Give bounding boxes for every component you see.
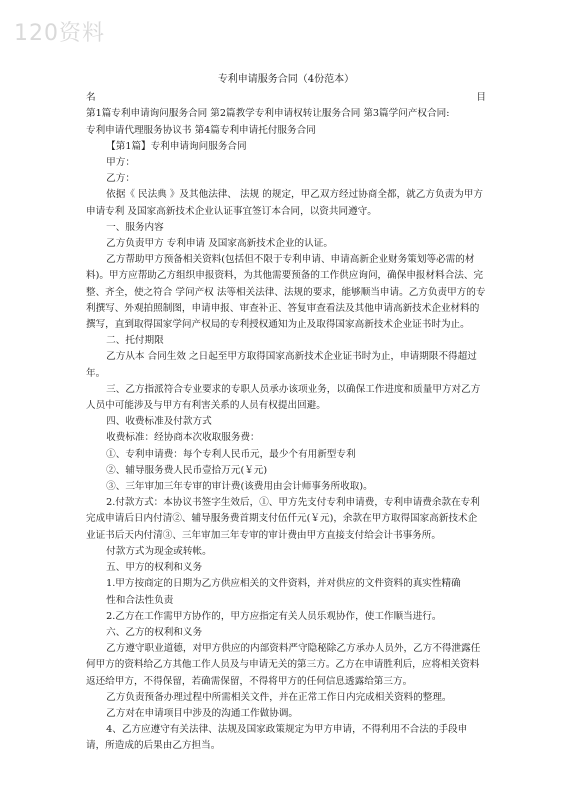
paragraph: 2.乙方在工作需甲方协作的，甲方应指定有关人员乐观协作，使工作顺当进行。 <box>106 610 442 622</box>
toc-left: 名 <box>86 92 96 104</box>
paragraph: ②、辅导服务费人民币壹拾万元(￥元) <box>106 464 268 476</box>
paragraph: 乙方帮助甲方预备相关资料(包括但不限于专利申请、申请高新企业财务策划等必需的材料)。甲方应帮助乙方组织申报资料，为其他需要预备的工作供应询问，确保申报材料合法、完整、齐全，使之符合 学问产权 法等相关法律、法规的要求，能够顺当申请。乙方负责甲方的专利撰写、外观拍照制图，申请申报、审查补正、答复审查看法及其他申请高新技术企业材料的撰写，直到取得国家学问产权局的专利授权通知为止及取得国家高新技术企业证书时为止。 <box>86 254 486 331</box>
paragraph: ③、三年审加三年专审的审计费(该费用由会计师事务所收取)。 <box>106 481 373 493</box>
paragraph: 乙方： <box>106 173 135 185</box>
paragraph: 乙方负责预备办理过程中所需相关文件，并在正常工作日内完成相关资料的整理。 <box>106 691 452 703</box>
paragraph: 2.付款方式：本协议书签字生效后，①、甲方先支付专利申请费，专利申请费余款在专利完成申请后日内付清②、辅导服务费首期支付伍仟元(￥元)，余款在甲方取得国家高新技术企业证书后天内付清③、三年审加三年专审的审计费由甲方直接支付给会计书事务所。 <box>86 497 480 541</box>
document-body <box>86 106 486 754</box>
document-title: 专利申请服务合同（4份范本） <box>217 74 355 85</box>
paragraph: 乙方遵守职业道德，对甲方供应的内部资料严守隐秘除乙方承办人员外，乙方不得泄露任何甲方的资料给乙方其他工作人员及与申请无关的第三方。乙方在申请胜利后，应将相关资料返还给甲方，不得保留，若确需保留，不得将甲方的任何信息透露给第三方。 <box>86 643 481 687</box>
toc-right: 目 <box>476 92 486 104</box>
watermark-logo: 120资料 <box>14 21 105 46</box>
paragraph: 一、服务内容 <box>106 221 164 233</box>
paragraph: 六、乙方的权利和义务 <box>106 626 203 638</box>
toc-heading <box>86 90 486 106</box>
paragraph: 付款方式为现金或转帐。 <box>106 545 212 557</box>
document-page <box>86 72 486 755</box>
paragraph: 收费标准：经协商本次收取服务费： <box>106 432 260 444</box>
paragraph: 依据《 民法典 》及其他法律、 法规 的规定，甲乙双方经过协商全都，就乙方负责为甲方 申请专利 及国家高新技术企业认证事宜签订本合同，以资共同遵守。 <box>86 189 483 217</box>
paragraph: 1.甲方按商定的日期为乙方供应相关的文件资料，并对供应的文件资料的真实性精确 <box>106 578 461 590</box>
paragraph: 乙方负责甲方 专利申请 及国家高新技术企业的认证。 <box>106 238 333 250</box>
paragraph: 乙方从本 合同生效 之日起至甲方取得国家高新技术企业证书时为止，申请期限不得超过年。 <box>86 351 477 379</box>
paragraph: ①、专利申请费：每个专利人民币元，最少个有用新型专利 <box>106 448 356 460</box>
paragraph: 专利申请代理服务协议书 第4篇专利申请托付服务合同 <box>86 124 316 136</box>
paragraph: 四、收费标准及付款方式 <box>106 416 212 428</box>
paragraph: 二、托付期限 <box>106 335 164 347</box>
paragraph: 五、甲方的权利和义务 <box>106 562 203 574</box>
paragraph: 性和合法性负责 <box>106 594 174 606</box>
paragraph: 第1篇专利申请询问服务合同 第2篇教学专利申请权转让服务合同 第3篇学问产权合同: <box>86 108 450 120</box>
paragraph: 甲方： <box>106 157 135 169</box>
paragraph: 【第1篇】专利申请询问服务合同 <box>106 140 247 152</box>
paragraph: 三、乙方指派符合专业要求的专职人员承办该项业务，以确保工作进度和质量甲方对乙方人员中可能涉及与甲方有利害关系的人员有权提出回避。 <box>86 383 481 412</box>
paragraph: 乙方对在申请项目中涉及的沟通工作做协调。 <box>106 707 299 719</box>
paragraph: 4、乙方应遵守有关法律、法规及国家政策规定为甲方申请，不得利用不合法的手段申请，所造成的后果由乙方担当。 <box>86 724 468 752</box>
